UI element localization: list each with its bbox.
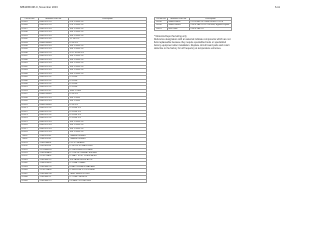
description-cell: 10K 1/16W 5% [69, 124, 147, 127]
part-number-cell: 0662057C63 [39, 69, 69, 72]
circuit-ref-cell: U5401 [21, 158, 39, 161]
circuit-ref-cell: R5453 [21, 89, 39, 92]
part-number-cell: 0662057C63 [39, 127, 69, 130]
description-cell: IC TEMP SENSOR [69, 176, 147, 179]
circuit-ref-cell: R5426 [21, 24, 39, 27]
part-number-cell: 0662057C63 [39, 120, 69, 123]
description-cell: 10K 1/16W 5% [69, 120, 147, 123]
circuit-ref-cell: Y5100 [155, 20, 168, 23]
circuit-ref-cell: R5437 [21, 55, 39, 58]
description-cell: CRYSTAL-19.2 MHz SUBSTITUTE [190, 20, 232, 23]
depot-service-note [154, 36, 232, 51]
part-number-cell: 0662057C10 [39, 20, 69, 23]
part-number-cell: 5185368C31 [39, 158, 69, 161]
description-cell: IC EEPROM 2.5 VOLTAGE [69, 169, 147, 172]
description-cell: 10K 1/16W [69, 100, 147, 103]
part-number-cell: 5171888G05 [39, 148, 69, 151]
description-cell: 10K 1/16W 5% [69, 55, 147, 58]
part-number-cell: 0662057C63 [39, 55, 69, 58]
circuit-ref-cell: U5101 [21, 141, 39, 144]
circuit-ref-cell: R5470 [21, 103, 39, 106]
circuit-ref-cell: R5458 [21, 96, 39, 99]
circuit-ref-cell: R5432 [21, 38, 39, 41]
part-number-cell: 5185368C19 [39, 179, 69, 182]
description-cell: 47K 1/16W 5% [69, 20, 147, 23]
description-cell: 10K 1/16W 5% [69, 27, 147, 30]
circuit-ref-cell: R5445 [21, 76, 39, 79]
description-cell: TEMP SENSOR UNIT [69, 172, 147, 175]
column-header-part-no: Motorola Part No. [39, 17, 69, 20]
part-number-cell: 4880124M05 [168, 24, 190, 27]
part-number-cell: 0662057C01 [39, 79, 69, 82]
circuit-ref-cell: R5440 [21, 58, 39, 61]
description-cell: 0 1/16W 5% [69, 117, 147, 120]
circuit-ref-cell: R5434 [21, 44, 39, 47]
circuit-ref-cell: U5405 [21, 169, 39, 172]
part-number-cell: 0662057C01 [39, 107, 69, 110]
part-number-cell: 0662057C55 [39, 51, 69, 54]
description-cell: 0 1W 5% [69, 41, 147, 44]
part-number-cell: 0662057C01 [39, 76, 69, 79]
part-number-cell: 4880118M01 [168, 20, 190, 23]
circuit-ref-cell: U5402 [21, 162, 39, 165]
description-cell: 0 1/16W [69, 79, 147, 82]
part-number-cell: 0662057C89 [39, 38, 69, 41]
description-cell: 47K 1/16W 5% [69, 24, 147, 27]
circuit-ref-cell: R5477 [21, 127, 39, 130]
part-number-cell: 0662057C63 [39, 34, 69, 37]
circuit-ref-cell: R5459 [21, 100, 39, 103]
description-cell: IC BATT ID HY PRESCALER [69, 155, 147, 158]
description-cell: OP-AMP 18 LINE IN/W [69, 179, 147, 182]
part-number-cell: 0662057C63 [39, 124, 69, 127]
description-cell: TRANSFORMER [69, 134, 147, 137]
description-cell: 10K 1/16W 5% [69, 72, 147, 75]
part-number-cell: 0662057C10 [39, 24, 69, 27]
description-cell: 12 1W 5% [69, 38, 147, 41]
parts-list-table-right [154, 17, 232, 32]
part-number-cell: 5102463J99 [39, 145, 69, 148]
part-number-cell: 0680149M02 [39, 93, 69, 96]
circuit-ref-cell: R5450 [21, 82, 39, 85]
circuit-ref-cell: R5475 [21, 120, 39, 123]
description-cell: 10K 1/16W 5% [69, 31, 147, 34]
description-cell: 10K 1/16W 5% [69, 65, 147, 68]
part-number-cell: 0662057C01 [39, 114, 69, 117]
description-cell: 4.7K 1/16W 5% [69, 51, 147, 54]
part-number-cell: 5170170A03 [39, 169, 69, 172]
description-cell: TRANSFORMER [69, 138, 147, 141]
circuit-ref-cell: R5436 [21, 51, 39, 54]
description-cell: IC TRIPLE THREAT BUFFER [69, 152, 147, 155]
circuit-ref-cell: T5002 [21, 138, 39, 141]
note-body: Reference designators with an asterisk indicate components which are not field-replaceable because they require specialized tools or specialized factory equipment after installation. Replace circuit board parts and return defective to the factory for all frequency at temperature extremes. [154, 38, 231, 50]
part-number-cell: 0662057C63 [39, 48, 69, 51]
part-number-cell: 5185368C99 [39, 165, 69, 168]
description-cell: 10K 1/16W 5% [69, 34, 147, 37]
description-cell: IC DUAL OPAMP [69, 162, 147, 165]
description-cell: 0 1/16W [69, 86, 147, 89]
description-cell: 0 1/16W 5% [69, 107, 147, 110]
column-header-description: Description [190, 17, 232, 20]
parts-list-table-left [20, 17, 147, 184]
part-number-cell: 0662057C63 [39, 72, 69, 75]
part-number-cell: 0662057C63 [39, 62, 69, 65]
circuit-ref-cell: U5403 [21, 165, 39, 168]
description-cell: DUAL OPERATIONAL AMP [69, 165, 147, 168]
circuit-ref-cell: R5441 [21, 62, 39, 65]
column-header-description: Description [69, 17, 147, 20]
part-number-cell: 0662057C87 [39, 89, 69, 92]
part-number-cell: 0662057C01 [39, 117, 69, 120]
description-cell: 0 1/16W [69, 82, 147, 85]
part-number-cell: 0662057C01 [39, 86, 69, 89]
description-cell: 10K 1/16W 5% [69, 131, 147, 134]
circuit-ref-cell: R5442 [21, 65, 39, 68]
description-cell: 10K 1/16W [69, 96, 147, 99]
table-row [155, 27, 232, 30]
description-cell: IC MTRX RX BACK END [69, 145, 147, 148]
circuit-ref-cell: R5435 [21, 48, 39, 51]
circuit-ref-cell: R5473 [21, 114, 39, 117]
part-number-cell: 0662057C01 [39, 82, 69, 85]
description-cell: 0 1W 5% [69, 103, 147, 106]
circuit-ref-cell: U5102 [21, 145, 39, 148]
part-number-cell: 0662057C63 [39, 27, 69, 30]
circuit-ref-cell: U5408 [21, 176, 39, 179]
description-cell: 10K 1/16W 5% [69, 127, 147, 130]
circuit-ref-cell: Y5200 [155, 24, 168, 27]
part-number-cell: 5164015H01 [39, 162, 69, 165]
description-cell: 0 1W 5% [69, 93, 147, 96]
description-cell: IC REG HIGH VOLTAGE [69, 148, 147, 151]
part-number-cell: 0662057C63 [39, 31, 69, 34]
part-number-cell: 0662057C63 [39, 44, 69, 47]
circuit-ref-cell: U5110 [21, 148, 39, 151]
part-number-cell: 5185368C08 [39, 172, 69, 175]
description-cell: 10K 1/16W 5% [69, 69, 147, 72]
note-heading: * Motorola Depot Servicing only [154, 36, 187, 38]
description-cell: 10K 1/16W 5% [69, 48, 147, 51]
circuit-ref-cell: U5211 [21, 155, 39, 158]
circuit-ref-cell: R5427 [21, 27, 39, 30]
circuit-ref-cell: U5409 [21, 179, 39, 182]
description-cell: 0 1/16W 5% [69, 114, 147, 117]
description-cell: 0 1/16W 5% [69, 110, 147, 113]
circuit-ref-cell: R5425 [21, 20, 39, 23]
part-number-cell: 0680149M02 [39, 103, 69, 106]
description-cell: PLL IC SM ASIC [69, 141, 147, 144]
description-cell: OSCILLATOR [190, 27, 232, 30]
description-cell: 10K 1/16W 5% [69, 58, 147, 61]
part-number-cell: 0680149M02 [39, 41, 69, 44]
circuit-ref-cell: U5201 [21, 152, 39, 155]
description-cell: 10K 1/16W 5% [69, 44, 147, 47]
table-row [21, 179, 147, 182]
column-header-part-no: Motorola Part No. [168, 17, 190, 20]
description-cell: OSCILLATOR 32.768 kHz, Bypass crystal [190, 24, 232, 27]
description-cell: VOLTAGE REGULATOR [69, 158, 147, 161]
circuit-ref-cell: R5431 [21, 34, 39, 37]
circuit-ref-cell: R5478 [21, 131, 39, 134]
part-number-cell: 5185148B01 [39, 141, 69, 144]
part-number-cell: 2580541Z01 [39, 138, 69, 141]
circuit-ref-cell: U5407 [21, 172, 39, 175]
circuit-ref-cell: R5451 [21, 86, 39, 89]
circuit-ref-cell: R5474 [21, 117, 39, 120]
circuit-ref-cell: R5433 [21, 41, 39, 44]
circuit-ref-cell: R5476 [21, 124, 39, 127]
part-number-cell: 0662057C63 [39, 100, 69, 103]
circuit-ref-cell: R5443 [21, 69, 39, 72]
circuit-ref-cell: R5471 [21, 107, 39, 110]
page-number: 6-11 [275, 6, 280, 9]
part-number-cell: 5185368C11 [39, 176, 69, 179]
description-cell: 100K 1/16W [69, 89, 147, 92]
circuit-ref-cell: R5444 [21, 72, 39, 75]
circuit-ref-cell: T5001 [21, 134, 39, 137]
description-cell: 10K 1/16W 5% [69, 62, 147, 65]
part-number-cell: Not Used [168, 27, 190, 30]
part-number-cell: 0662057C63 [39, 65, 69, 68]
part-number-cell: 0662057C01 [39, 110, 69, 113]
column-header-circuit-ref: Circuit Ref [21, 17, 39, 20]
part-number-cell: 5170170A02 [39, 155, 69, 158]
page-header-left: 6881095C98-O, November 2003 [20, 6, 58, 9]
circuit-ref-cell: R5457 [21, 93, 39, 96]
circuit-ref-cell: R5430 [21, 31, 39, 34]
part-number-cell: 2580541Z01 [39, 134, 69, 137]
circuit-ref-cell: Y5401 [155, 27, 168, 30]
part-number-cell: 0662057C63 [39, 96, 69, 99]
part-number-cell: 5185963A39 [39, 152, 69, 155]
part-number-cell: 0662057C63 [39, 58, 69, 61]
circuit-ref-cell: R5472 [21, 110, 39, 113]
column-header-circuit-ref: Circuit Ref [156, 17, 166, 20]
part-number-cell: 0662057C63 [39, 131, 69, 134]
description-cell: 0 1/16W [69, 76, 147, 79]
circuit-ref-cell: R5446 [21, 79, 39, 82]
